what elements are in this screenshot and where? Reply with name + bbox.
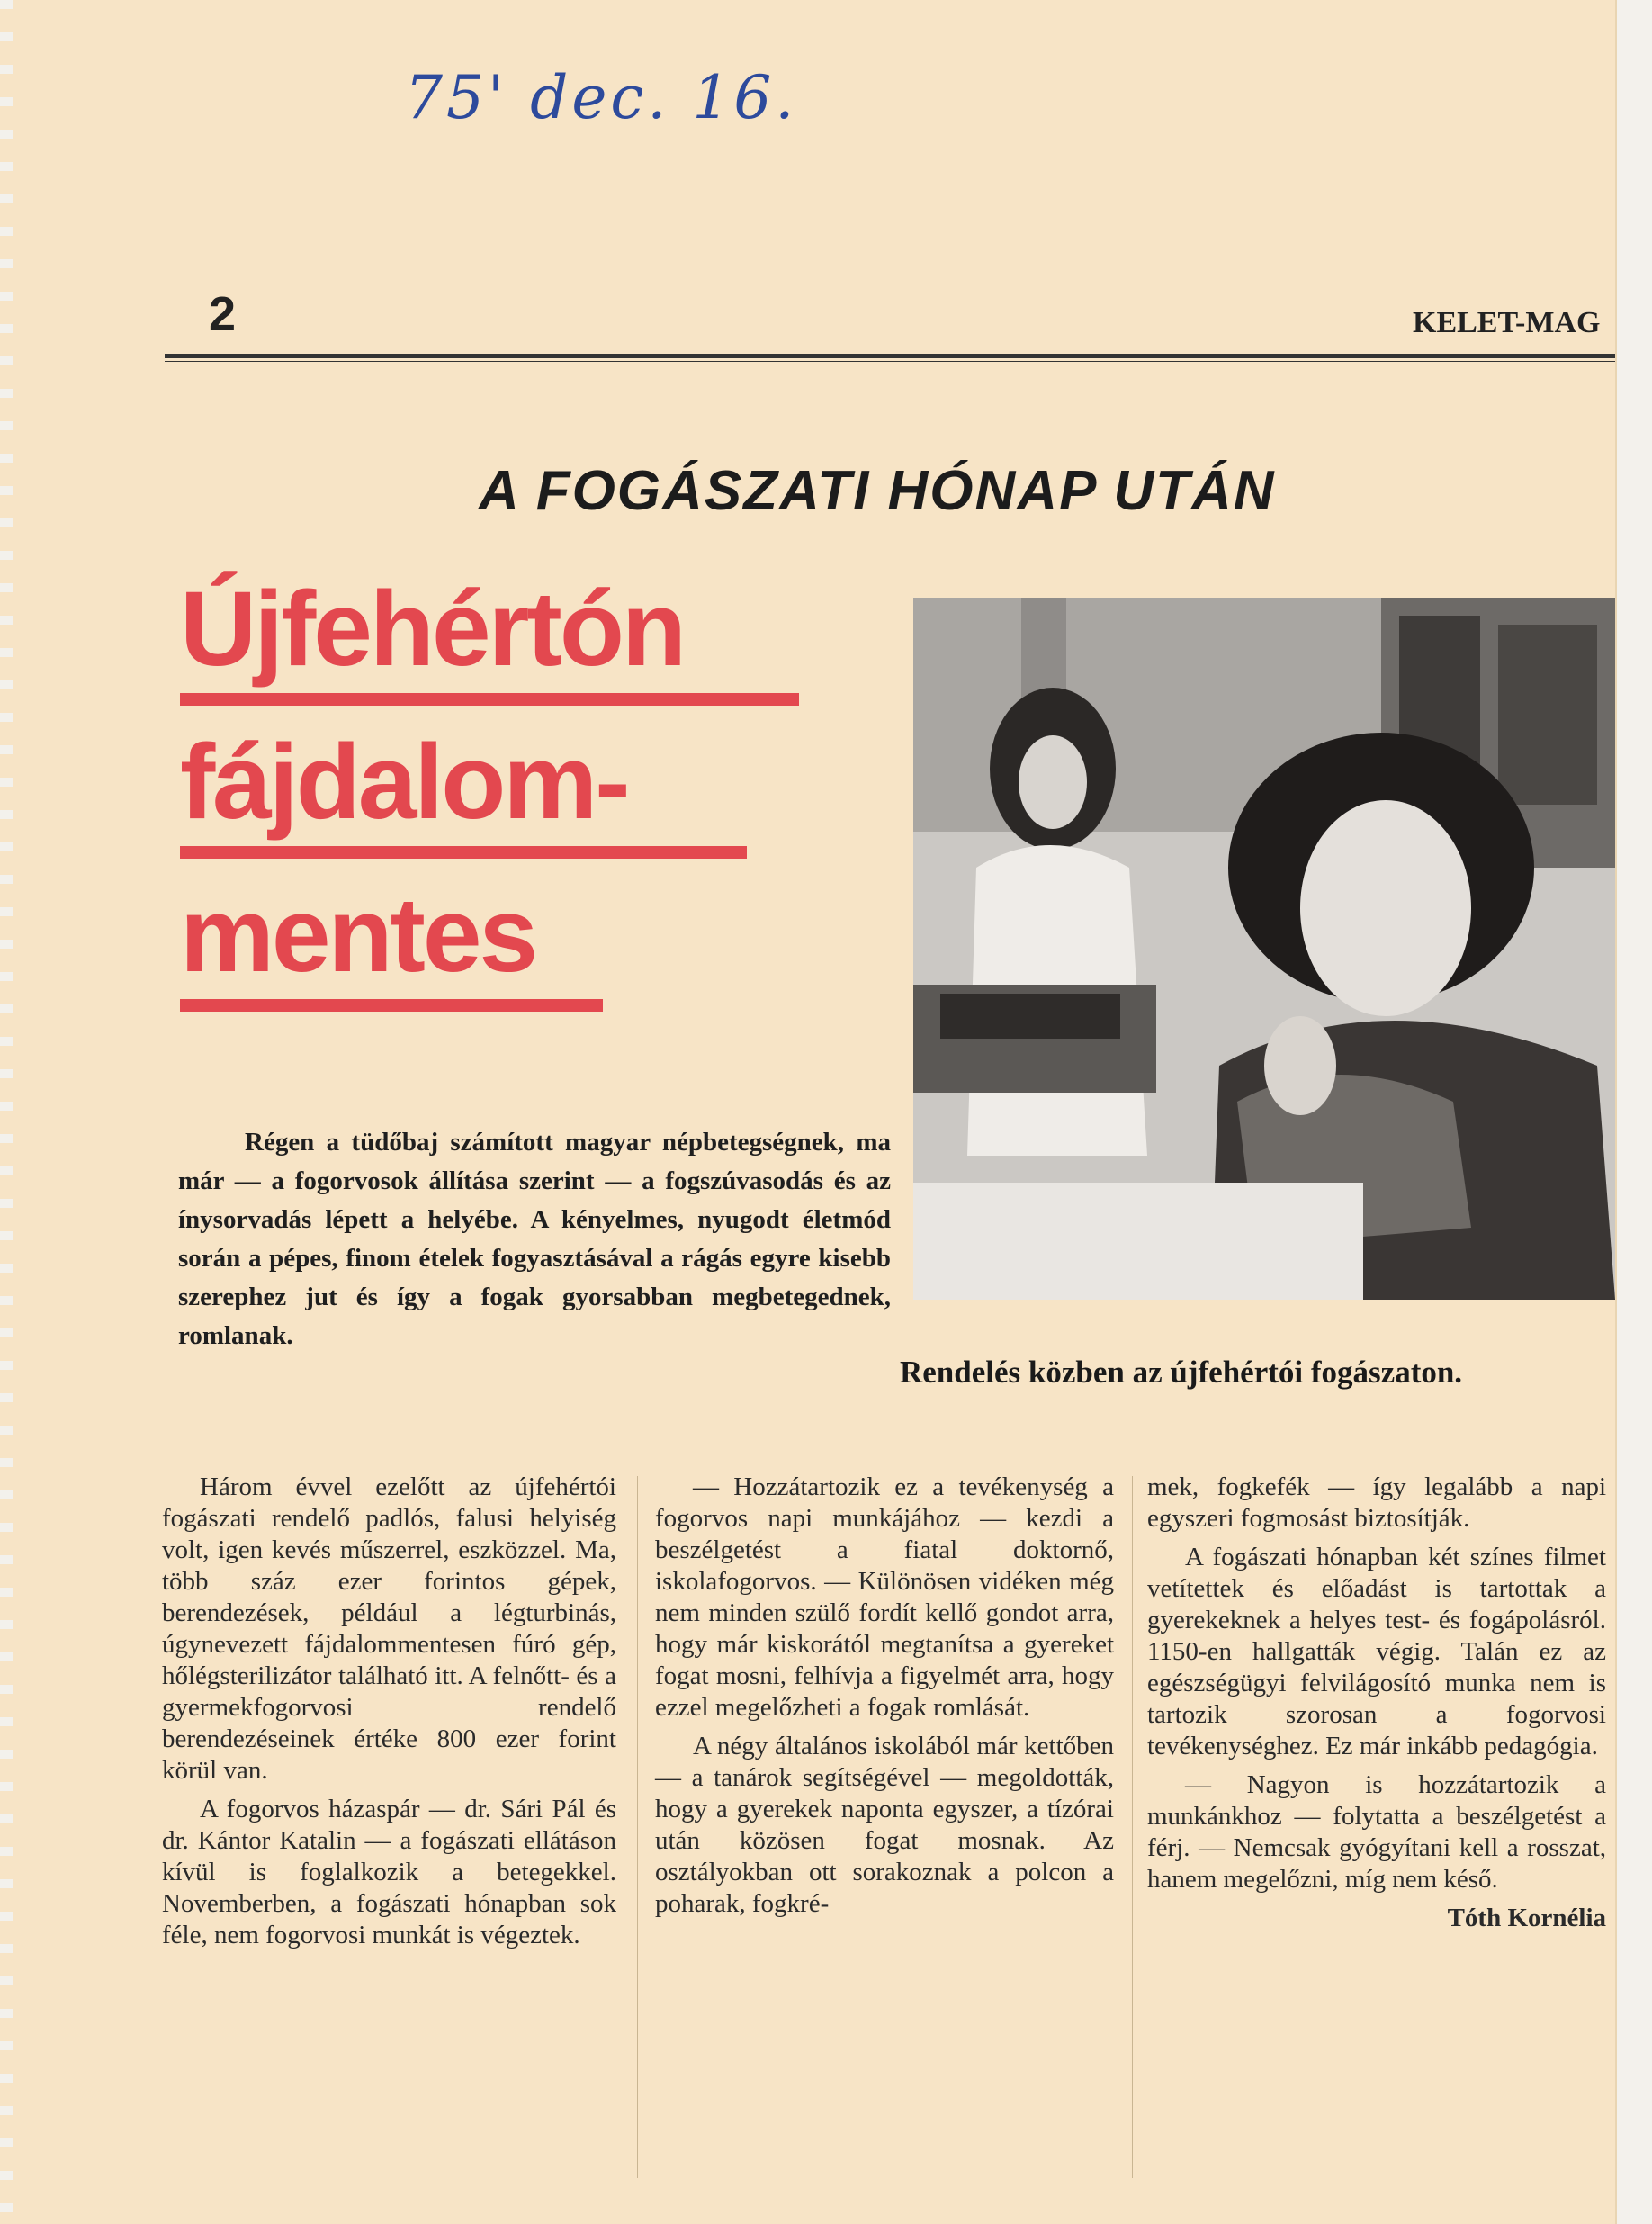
headline-bar xyxy=(180,999,603,1012)
paragraph: mek, fogkefék — így legalább a napi egyszeri fogmosást biztosítják. xyxy=(1147,1472,1606,1533)
column-divider xyxy=(1132,1476,1133,2178)
lead-paragraph: Régen a tüdőbaj számított magyar népbetegségnek, ma már — a fogorvosok állítása szerint — a fogszúvasodás és az ínysorvadás lépett a helyébe. A kényelmes, nyugodt életmód során a pépes, finom ételek fogyasztásával a rágás egyre kisebb szerephez jut és így a fogak gyorsabban megbetegednek, romlanak. xyxy=(178,1128,891,1350)
paragraph: Három évvel ezelőtt az újfehértói fogászati rendelő padlós, falusi helyiség volt, igen kevés műszerrel, eszközzel. Ma, több száz ezer forintos gépek, berendezések, például a légturbinás, úgynevezett fájdalommentesen fúró gép, hőlégsterilizátor található itt. A felnőtt- és a gyermekfogorvosi rendelő berendezéseinek értéke 800 ezer forint körül van. xyxy=(162,1472,616,1785)
headline-line-1: Újfehértón xyxy=(180,570,684,689)
headline xyxy=(180,570,810,1035)
headline-bar xyxy=(180,846,747,859)
body-column-2 xyxy=(655,1472,1114,1927)
photo-caption: Rendelés közben az újfehértói fogászaton. xyxy=(900,1355,1463,1390)
paragraph: — Nagyon is hozzátartozik a munkánkhoz — folytatta a beszélgetést a férj. — Nemcsak gyógyítani kell a rosszat, hanem megelőzni, míg nem késő. xyxy=(1147,1770,1606,1894)
headline-bar xyxy=(180,693,799,706)
headline-line-2: fájdalom- xyxy=(180,723,628,842)
body-column-3 xyxy=(1147,1472,1606,1941)
paragraph: — Hozzátartozik ez a tevékenység a fogorvos napi munkájához — kezdi a beszélgetést a fiatal doktornő, iskolafogorvos. — Különösen vidéken még nem minden szülő fordít kellő gondot arra, hogy már kiskorától megtanítsa a gyereket fogat mosni, felhívja a figyelmét arra, hogy ezzel megelőzheti a fogak romlását. xyxy=(655,1472,1114,1722)
author-signature: Tóth Kornélia xyxy=(1447,1904,1606,1932)
paragraph: A fogorvos házaspár — dr. Sári Pál és dr. Kántor Katalin — a fogászati ellátáson kívül is foglalkozik a betegekkel. Novemberben, a fogászati hónapban sok féle, nem fogorvosi munkát is végeztek. xyxy=(162,1795,616,1949)
body-column-1 xyxy=(162,1472,616,1958)
paragraph: A fogászati hónapban két színes filmet vetítettek és előadást is tartottak a gyerekeknek a helyes test- és fogápolásról. 1150-en hallgatták végig. Talán ez az egészségügyi felvilágosító munka nem is tartozik szorosan a fogorvosi tevékenységhez. Ez már inkább pedagógia. xyxy=(1147,1543,1606,1760)
masthead: KELET-MAG xyxy=(1413,306,1601,339)
article-photo xyxy=(913,598,1615,1300)
header-rule xyxy=(165,354,1615,362)
paragraph: A négy általános iskolából már kettőben — a tanárok segítségével — megoldották, hogy a gyerekek naponta egyszer, a tízórai után közösen fogat mosnak. Az osztályokban ott sorakoznak a polcon a poharak, fogkré- xyxy=(655,1732,1114,1918)
kicker: A FOGÁSZATI HÓNAP UTÁN xyxy=(479,460,1276,522)
page-number: 2 xyxy=(209,287,237,341)
torn-edge xyxy=(0,0,13,2224)
handwritten-date: 75' dec. 16. xyxy=(405,63,798,132)
photo-graphic xyxy=(913,598,1615,1300)
column-divider xyxy=(637,1476,638,2178)
headline-line-3: mentes xyxy=(180,876,536,995)
